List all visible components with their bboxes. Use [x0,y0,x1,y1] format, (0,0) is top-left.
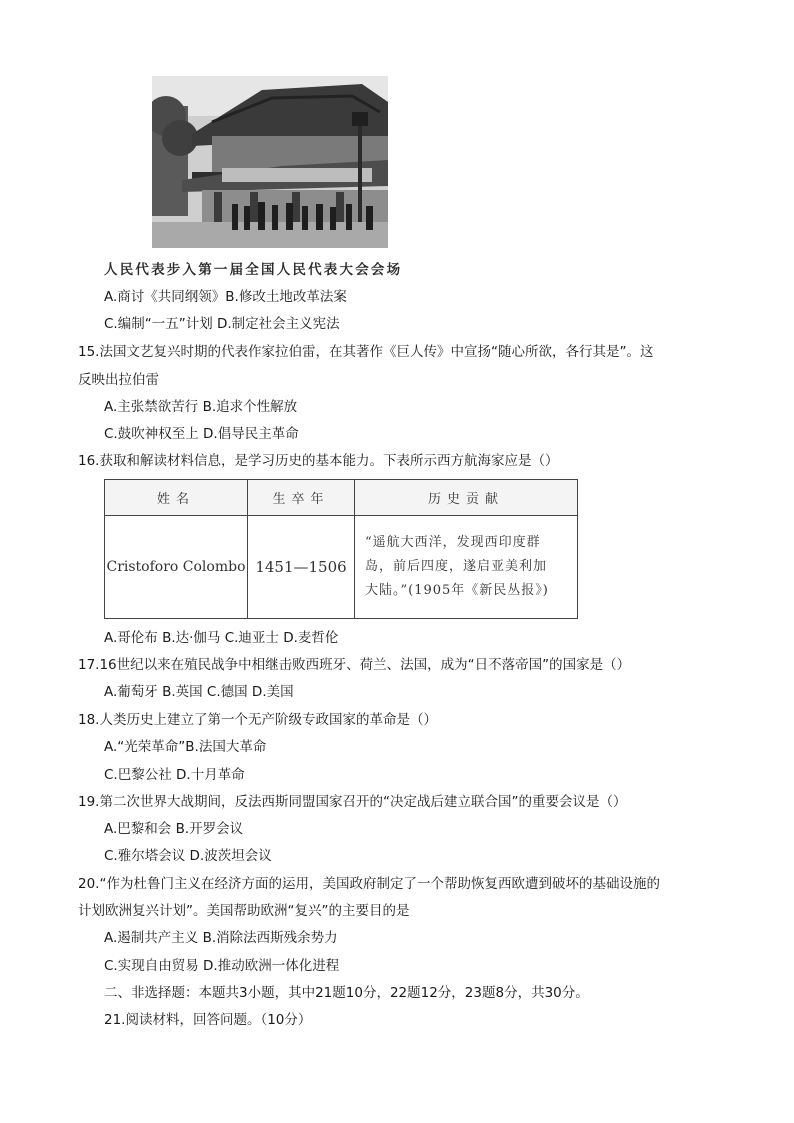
q14-options-1: A.商讨《共同纲领》B.修改土地改革法案 [104,289,347,305]
q15-stem-2: 反映出拉伯雷 [78,372,159,388]
header-name: 姓名 [105,480,248,516]
q16-stem: 16.获取和解读材料信息，是学习历史的基本能力。下表所示西方航海家应是（） [78,453,559,469]
cell-name: Cristoforo Colombo [105,516,248,619]
q15-options-1: A.主张禁欲苦行 B.追求个性解放 [104,399,298,415]
q19-stem: 19.第二次世界大战期间，反法西斯同盟国家召开的“决定战后建立联合国”的重要会议是（） [78,794,627,810]
q20-options-1: A.遏制共产主义 B.消除法西斯残余势力 [104,930,338,946]
q18-stem: 18.人类历史上建立了第一个无产阶级专政国家的革命是（） [78,712,437,728]
q19-options-1: A.巴黎和会 B.开罗会议 [104,821,244,837]
q19-options-2: C.雅尔塔会议 D.波茨坦会议 [104,848,272,864]
photo-caption: 人民代表步入第一届全国人民代表大会会场 [104,262,403,278]
q18-options-2: C.巴黎公社 D.十月革命 [104,767,245,783]
congress-hall-illustration [152,76,388,248]
q18-options-1: A.“光荣革命”B.法国大革命 [104,739,267,755]
cell-contribution [355,516,578,619]
cell-years: 1451—1506 [248,516,355,619]
congress-hall-photo [152,76,388,248]
q17-stem: 17.16世纪以来在殖民战争中相继击败西班牙、荷兰、法国，成为“日不落帝国”的国家是（） [78,657,631,673]
q16-options: A.哥伦布 B.达·伽马 C.迪亚士 D.麦哲伦 [104,630,339,646]
q20-stem-1: 20.“作为杜鲁门主义在经济方面的运用，美国政府制定了一个帮助恢复西欧遭到破坏的基础设施的 [78,876,660,892]
section-2-heading: 二、非选择题：本题共3小题，其中21题10分，22题12分，23题8分，共30分。 [104,985,589,1001]
table-row [105,516,578,619]
q21-stem: 21.阅读材料，回答问题。（10分） [104,1012,312,1028]
contribution-line-3: 大陆。”(1905年《新民丛报》) [365,583,549,598]
header-years: 生卒年 [248,480,355,516]
q14-options-2: C.编制“一五”计划 D.制定社会主义宪法 [104,316,340,332]
table-header-row [105,480,578,516]
contribution-line-2: 岛，前后四度，遂启亚美利加 [365,559,548,574]
q20-stem-2: 计划欧洲复兴计划”。美国帮助欧洲“复兴”的主要目的是 [78,903,410,919]
navigator-table [104,479,578,619]
q17-options: A.葡萄牙 B.英国 C.德国 D.美国 [104,684,294,700]
q15-stem-1: 15.法国文艺复兴时期的代表作家拉伯雷，在其著作《巨人传》中宣扬“随心所欲，各行其是”。这 [78,344,654,360]
contribution-line-1: “遥航大西洋，发现西印度群 [365,535,541,550]
q20-options-2: C.实现自由贸易 D.推动欧洲一体化进程 [104,958,340,974]
header-contribution: 历史贡献 [355,480,578,516]
q15-options-2: C.鼓吹神权至上 D.倡导民主革命 [104,426,299,442]
